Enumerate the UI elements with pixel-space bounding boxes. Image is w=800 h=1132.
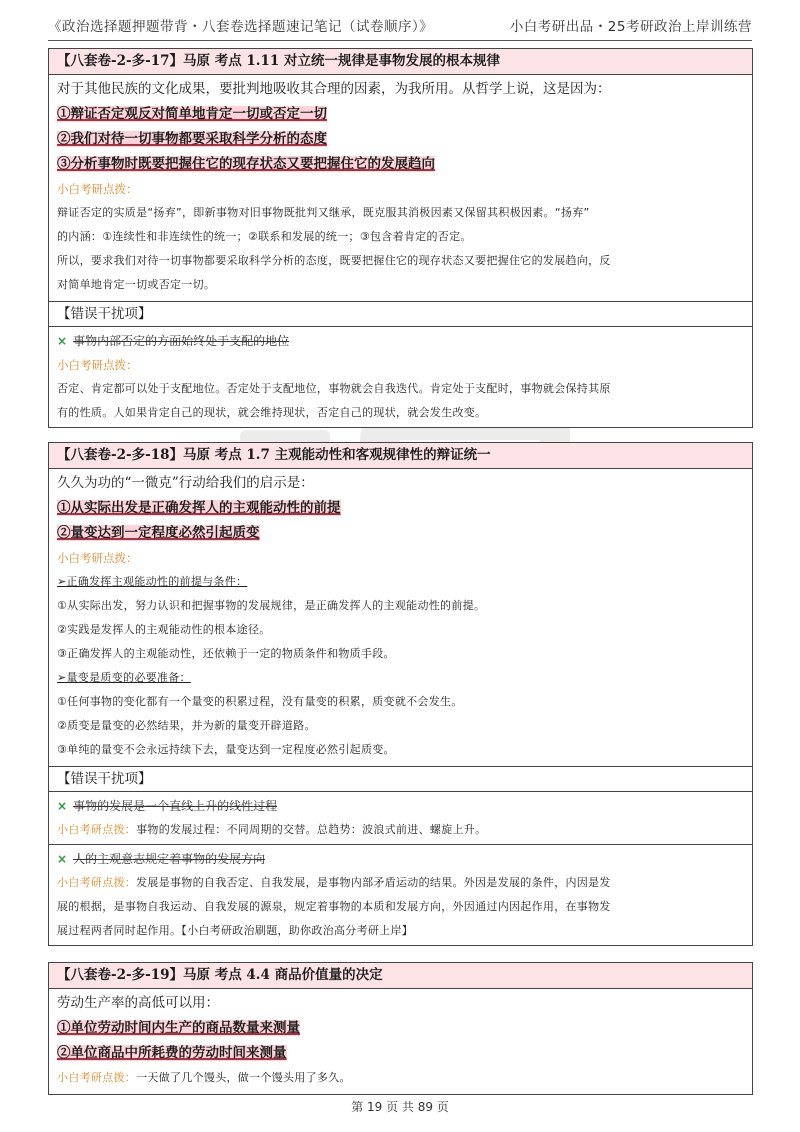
tip-line: 展过程两者同时起作用。【小白考研政治刷题，助你政治高分考研上岸】: [57, 924, 414, 937]
tip-label: 小白考研点拨：: [57, 182, 138, 196]
question-text: 久久为功的“一微克”行动给我们的启示是：: [57, 475, 314, 491]
tip-line: 辩证否定的实质是“扬弃”，即新事物对旧事物既批判又继承，既克服其消极因素又保留其积极因素。“扬弃”: [57, 206, 590, 219]
card-title: 【八套卷-2-多-18】马原 考点 1.7 主观能动性和客观规律性的辩证统一: [49, 443, 752, 469]
tip-line: 展的根据，是事物自我运动、自我发展的源泉，规定着事物的本质和发展方向，外因通过内因起作用，在事物发: [57, 900, 611, 913]
correct-answer: ②量变达到一定程度必然引起质变: [57, 525, 260, 541]
tip-line: ①从实际出发，努力认识和把握事物的发展规律，是正确发挥人的主观能动性的前提。: [57, 599, 486, 612]
page-number: 第 19 页 共 89 页: [351, 1100, 449, 1114]
cross-icon: ×: [57, 799, 68, 813]
correct-answer: ①辩证否定观反对简单地肯定一切或否定一切: [57, 106, 327, 122]
distractor-option: × 事物的发展是一个直线上升的线性过程: [57, 799, 278, 813]
tip-label: 小白考研点拨：: [57, 551, 138, 565]
tip-line: 小白考研点拨：事物的发展过程：不同周期的交替。总趋势：波浪式前进、螺旋上升。: [57, 823, 487, 836]
question-card-18: [48, 442, 753, 946]
tip-line: ②实践是发挥人的主观能动性的根本途径。: [57, 623, 271, 636]
tip-line: 所以，要求我们对待一切事物都要采取科学分析的态度，既要把握住它的现存状态又要把握住它的发展趋向，反: [57, 254, 611, 267]
distractor-option: × 事物内部否定的方面始终处于支配的地位: [57, 334, 290, 348]
error-section-header: 【错误干扰项】: [49, 766, 752, 792]
tip-line: ②质变是量变的必然结果，并为新的量变开辟道路。: [57, 719, 316, 732]
card-title: 【八套卷-2-多-19】马原 考点 4.4 商品价值量的决定: [49, 963, 752, 989]
correct-answer: ①单位劳动时间内生产的商品数量来测量: [57, 1020, 300, 1036]
tip-line: ①任何事物的变化都有一个量变的积累过程，没有量变的积累，质变就不会发生。: [57, 695, 463, 708]
tip-line: 的内涵：①连续性和非连续性的统一；②联系和发展的统一；③包含着肯定的否定。: [57, 230, 472, 243]
tip-line: ③正确发挥人的主观能动性，还依赖于一定的物质条件和物质手段。: [57, 647, 395, 660]
distractor-block: [49, 327, 752, 427]
tip-label: 小白考研点拨：: [57, 358, 138, 372]
question-text: 对于其他民族的文化成果，要批判地吸收其合理的因素，为我所用。从哲学上说，这是因为：: [57, 81, 611, 97]
distractor-block: [49, 844, 752, 945]
tip-line: 对简单地肯定一切或否定一切。: [57, 278, 216, 291]
cross-icon: ×: [57, 852, 68, 866]
tip-line: 小白考研点拨：一天做了几个馒头，做一个馒头用了多久。: [57, 1071, 351, 1084]
question-card-17: [48, 48, 753, 428]
question-text: 劳动生产率的高低可以用：: [57, 995, 219, 1011]
page-header: [48, 12, 752, 38]
header-rule: [48, 40, 752, 41]
tip-subheading: ➢量变是质变的必要准备：: [57, 671, 191, 684]
correct-answer: ③分析事物时既要把握住它的现存状态又要把握住它的发展趋向: [57, 156, 435, 172]
tip-line: 否定、肯定都可以处于支配地位。否定处于支配地位，事物就会自我迭代。肯定处于支配时，事物就会保持其原: [57, 382, 611, 395]
cross-icon: ×: [57, 334, 68, 348]
header-left-title: 《政治选择题押题带背・八套卷选择题速记笔记（试卷顺序）》: [48, 19, 434, 35]
correct-answer: ②单位商品中所耗费的劳动时间来测量: [57, 1045, 287, 1061]
tip-line: 小白考研点拨：发展是事物的自我否定、自我发展，是事物内部矛盾运动的结果。外因是发展的条件，内因是发: [57, 876, 611, 889]
tip-subheading: ➢正确发挥主观能动性的前提与条件：: [57, 575, 248, 588]
distractor-block: [49, 792, 752, 844]
correct-answer: ②我们对待一切事物都要采取科学分析的态度: [57, 131, 327, 147]
question-card-19: [48, 962, 753, 1095]
tip-line: ③单纯的量变不会永远持续下去，量变达到一定程度必然引起质变。: [57, 743, 395, 756]
tip-line: 有的性质。人如果肯定自己的现状，就会维持现状，否定自己的现状，就会发生改变。: [57, 406, 487, 419]
header-right-title: 小白考研出品・25考研政治上岸训练营: [509, 19, 752, 35]
distractor-option: × 人的主观意志规定着事物的发展方向: [57, 852, 266, 866]
error-section-header: 【错误干扰项】: [49, 301, 752, 327]
correct-answer: ①从实际出发是正确发挥人的主观能动性的前提: [57, 500, 341, 516]
card-title: 【八套卷-2-多-17】马原 考点 1.11 对立统一规律是事物发展的根本规律: [49, 49, 752, 75]
